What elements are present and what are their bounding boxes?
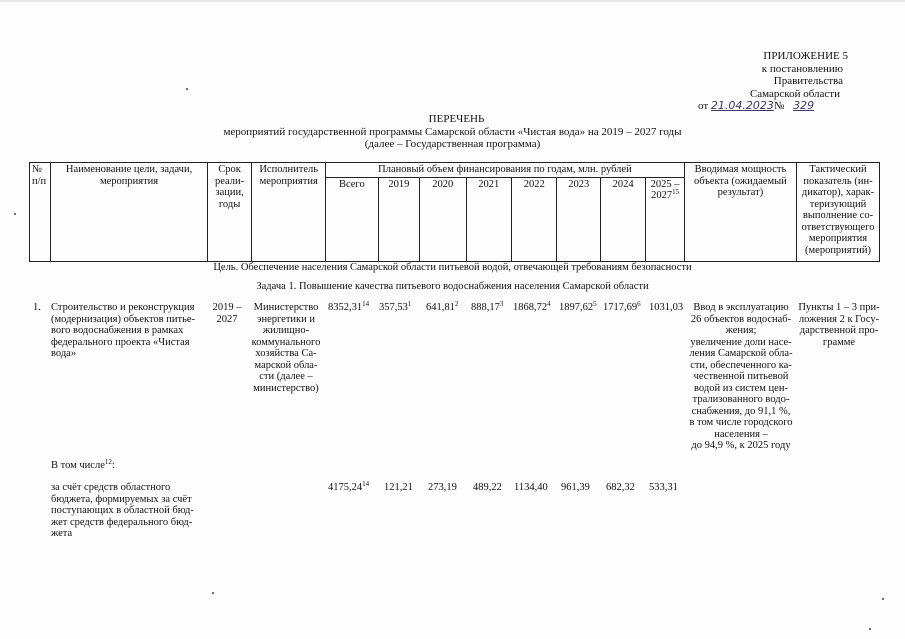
row1-capacity-line: снабжения, до 91,1 %, bbox=[691, 405, 791, 417]
scan-speck bbox=[186, 88, 188, 90]
row1-exec-line: сти (далее – bbox=[259, 371, 313, 382]
row1-capacity-line: Ввод в эксплуатацию bbox=[693, 302, 789, 313]
row1-exec-line: жилищно- bbox=[262, 325, 310, 336]
row1-name-line: вода» bbox=[51, 348, 77, 359]
row1-2023 bbox=[559, 302, 597, 314]
header-2021: 2021 bbox=[466, 177, 511, 261]
goal-line: Цель. Обеспечение населения Самарской области питьевой водой, отвечающей требованиям безопасности bbox=[213, 262, 692, 273]
header-num: № п/п bbox=[30, 163, 51, 262]
row1-2022 bbox=[513, 302, 551, 314]
row2-2022: 1134,40 bbox=[514, 482, 548, 493]
header-table bbox=[29, 162, 880, 262]
row1-name-line: федерального проекта «Чистая bbox=[51, 336, 190, 348]
row1-capacity-line: до 94,9 %, к 2025 году bbox=[691, 440, 791, 451]
row1-indicator-line: дарственной про- bbox=[799, 325, 879, 336]
row1-2020 bbox=[426, 302, 458, 314]
row1-2023-footnote: 5 bbox=[593, 300, 597, 308]
row2-total bbox=[328, 482, 369, 494]
row1-capacity bbox=[685, 302, 797, 452]
title-heading: ПЕРЕЧЕНЬ bbox=[428, 113, 485, 125]
appendix-num-label: № bbox=[773, 100, 785, 112]
including-footnote: 12 bbox=[104, 458, 112, 466]
row2-2024: 682,32 bbox=[606, 482, 635, 493]
row1-total-value: 8352,31 bbox=[328, 302, 363, 313]
appendix-region: Самарской области bbox=[749, 87, 840, 100]
row1-2019-footnote: 1 bbox=[407, 300, 412, 308]
appendix-number: 329 bbox=[793, 99, 815, 112]
row1-2024-value: 1717,69 bbox=[603, 302, 638, 313]
row2-total-value: 4175,24 bbox=[328, 482, 363, 493]
row1-exec-line: марской обла- bbox=[254, 359, 318, 371]
task-line: Задача 1. Повышение качества питьевого водоснабжения населения Самарской области bbox=[256, 281, 649, 292]
scan-top-edge bbox=[0, 0, 905, 2]
row1-exec-line: хозяйства Са- bbox=[255, 348, 317, 359]
row2-name-line: бюджета, формируемых за счёт bbox=[51, 493, 192, 505]
header-2025-footnote: 15 bbox=[672, 188, 680, 196]
row1-2022-footnote: 4 bbox=[547, 300, 551, 308]
row1-capacity-line: жения; bbox=[725, 325, 757, 336]
row2-2023: 961,39 bbox=[561, 482, 590, 493]
row1-capacity-line: чественной питьевой bbox=[693, 371, 789, 382]
row1-2021 bbox=[471, 302, 503, 314]
row1-exec-line: коммунального bbox=[251, 336, 321, 348]
row1-indicator-line: Пункты 1 – 3 при- bbox=[798, 302, 880, 313]
row1-indicator-line: грамме bbox=[822, 336, 856, 348]
row1-name-line: вого водоснабжения в рамках bbox=[51, 325, 184, 336]
appendix-date-line bbox=[698, 100, 888, 113]
scan-speck bbox=[869, 628, 871, 630]
row1-capacity-line: трализованного водо- bbox=[692, 394, 790, 405]
row1-2021-value: 888,17 bbox=[471, 302, 500, 313]
document-title bbox=[0, 113, 905, 151]
row1-2024-footnote: 6 bbox=[637, 300, 641, 308]
row1-capacity-line: в том числе городского bbox=[689, 417, 793, 428]
row1-2020-value: 641,81 bbox=[426, 302, 455, 313]
row2-total-footnote: 14 bbox=[362, 480, 370, 488]
header-name: Наименование цели, задачи, мероприятия bbox=[51, 163, 208, 262]
row1-capacity-line: увеличение доли насе- bbox=[690, 336, 792, 348]
including-colon: : bbox=[111, 460, 115, 471]
row1-term-line: 2027 bbox=[216, 313, 238, 325]
row1-2019 bbox=[379, 302, 411, 314]
header-total: Всего bbox=[326, 177, 379, 261]
row1-exec-line: энергетики и bbox=[256, 313, 316, 325]
row1-executor bbox=[248, 302, 324, 394]
scan-speck bbox=[212, 592, 214, 594]
appendix-date: 21.04.2023 bbox=[710, 99, 774, 112]
header-2025-label: 2025 – 2027 bbox=[650, 178, 680, 201]
appendix-block bbox=[698, 50, 888, 113]
header-2019: 2019 bbox=[378, 177, 419, 261]
row1-2021-footnote: 3 bbox=[499, 300, 504, 308]
row1-term-line: 2019 – bbox=[212, 302, 242, 313]
row2-name-line: за счёт средств областного bbox=[51, 482, 171, 493]
header-2023: 2023 bbox=[557, 177, 600, 261]
row1-capacity-line: населения – bbox=[714, 428, 768, 440]
row2-name bbox=[51, 482, 216, 540]
row2-2025-2027: 533,31 bbox=[649, 482, 678, 493]
header-executor: Исполнитель мероприятия bbox=[252, 163, 326, 262]
appendix-from-label: от bbox=[698, 100, 709, 112]
row1-capacity-line: водой из систем цен- bbox=[694, 382, 788, 394]
header-indicator: Тактический показатель (ин-дикатор), харак-теризующий выполнение со-ответствующего мероприятия (мероприятий) bbox=[797, 163, 880, 262]
title-subtitle: мероприятий государственной программы Самарской области «Чистая вода» на 2019 – 2027 годы bbox=[223, 125, 682, 138]
row1-2024 bbox=[603, 302, 641, 314]
row1-term bbox=[210, 302, 244, 325]
including-label bbox=[51, 460, 115, 472]
row1-2023-value: 1897,62 bbox=[559, 302, 594, 313]
row1-capacity-line: ления Самарской обла- bbox=[689, 348, 793, 359]
appendix-resolution: к постановлению Правительства bbox=[761, 62, 843, 87]
header-2020: 2020 bbox=[420, 177, 466, 261]
row1-exec-line: Министерство bbox=[253, 302, 319, 313]
header-2022: 2022 bbox=[512, 177, 557, 261]
header-2024: 2024 bbox=[600, 177, 645, 261]
row1-2020-footnote: 2 bbox=[454, 300, 459, 308]
row1-capacity-line: сти, обеспеченного ка- bbox=[690, 359, 792, 371]
row2-2019: 121,21 bbox=[384, 482, 413, 493]
header-term: Срок реали-зации, годы bbox=[207, 163, 251, 262]
row1-2019-value: 357,53 bbox=[379, 302, 408, 313]
row1-num: 1. bbox=[33, 302, 41, 313]
scan-speck bbox=[882, 598, 884, 600]
row2-name-line: жет средств федерального бюд- bbox=[51, 516, 193, 528]
appendix-title: ПРИЛОЖЕНИЕ 5 bbox=[763, 50, 848, 62]
including-text: В том числе bbox=[51, 460, 105, 471]
row1-indicator-line: ложения 2 к Госу- bbox=[798, 313, 880, 325]
row2-name-line: поступающих в областной бюд- bbox=[51, 505, 194, 516]
row1-total bbox=[328, 302, 369, 314]
header-2025-2027 bbox=[646, 177, 684, 261]
header-funding: Плановый объем финансирования по годам, млн. рублей bbox=[326, 163, 685, 178]
scan-speck bbox=[14, 213, 16, 215]
row1-total-footnote: 14 bbox=[362, 300, 370, 308]
header-capacity: Вводимая мощность объекта (ожидаемый результат) bbox=[684, 163, 796, 262]
row1-capacity-line: 26 объектов водоснаб- bbox=[690, 313, 792, 325]
row2-name-line: жета bbox=[51, 528, 73, 539]
title-note: (далее – Государственная программа) bbox=[364, 138, 541, 150]
row1-2022-value: 1868,72 bbox=[513, 302, 548, 313]
row1-2025-2027: 1031,03 bbox=[649, 302, 684, 313]
row1-name-line: (модернизация) объектов питье- bbox=[51, 313, 196, 325]
row1-name-line: Строительство и реконструкция bbox=[51, 302, 195, 313]
row2-2021: 489,22 bbox=[473, 482, 502, 493]
row1-exec-line: министерство) bbox=[253, 382, 319, 394]
row2-2020: 273,19 bbox=[428, 482, 457, 493]
row1-name bbox=[51, 302, 211, 360]
row1-indicator bbox=[796, 302, 882, 348]
